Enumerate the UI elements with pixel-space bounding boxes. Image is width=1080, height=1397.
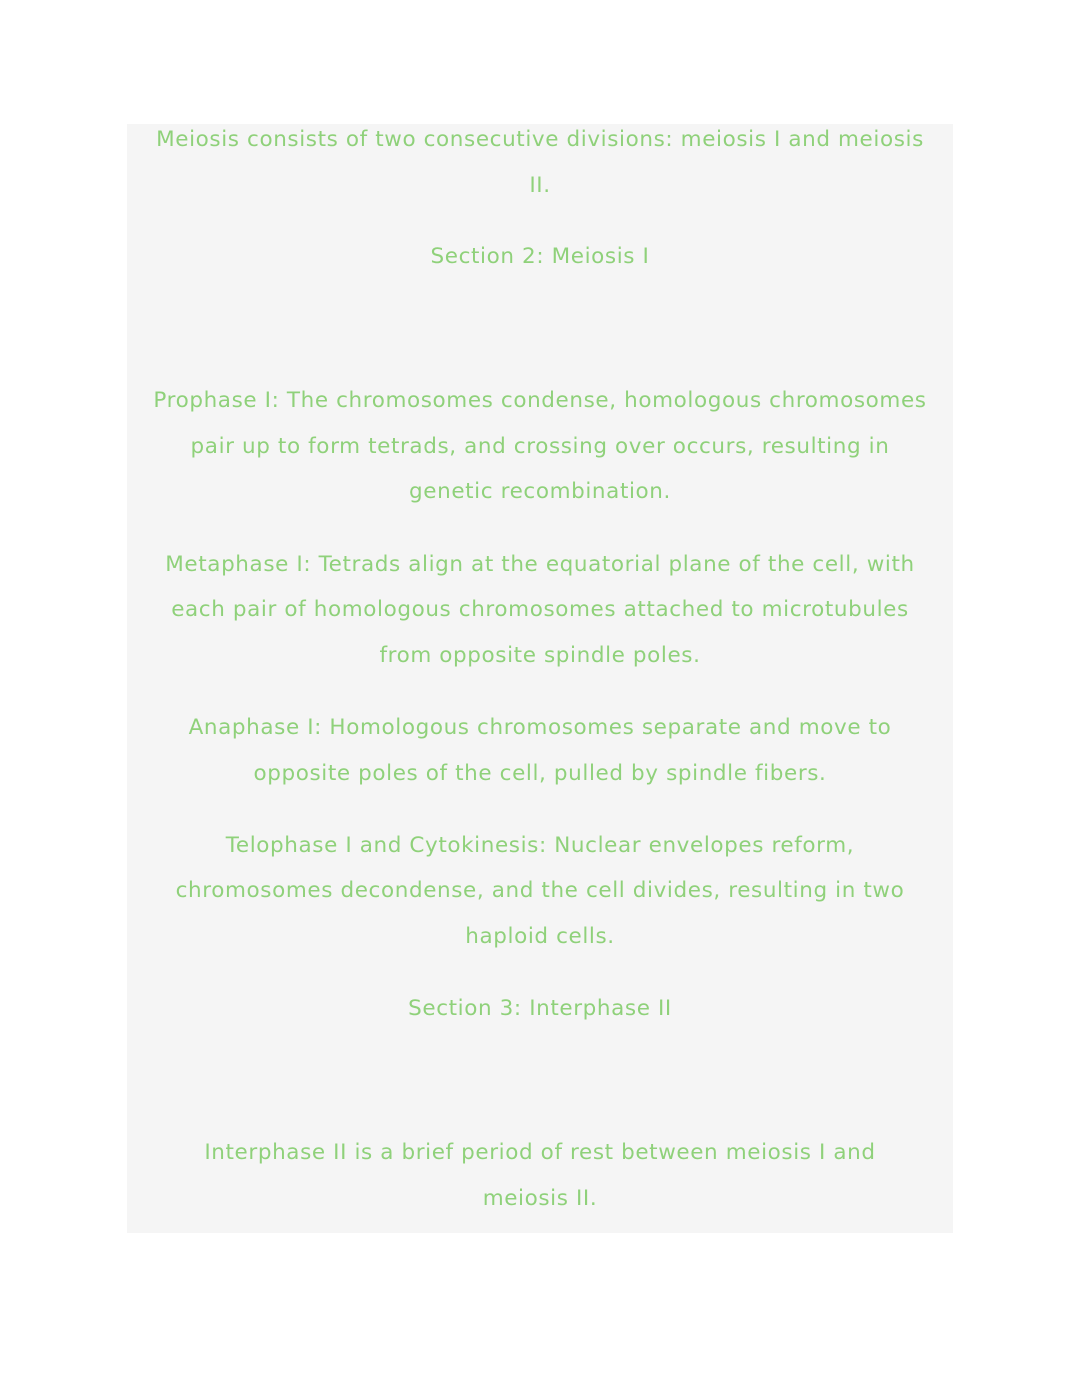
prophase-paragraph-line: pair up to form tetrads, and crossing over occurs, resulting in: [190, 434, 890, 459]
prophase-paragraph-line: Prophase I: The chromosomes condense, homologous chromosomes: [153, 388, 927, 413]
notes-panel: [127, 124, 953, 1233]
telophase-paragraph-line: Telophase I and Cytokinesis: Nuclear envelopes reform,: [225, 833, 855, 858]
section-heading-interphase-ii: Section 3: Interphase II: [408, 996, 672, 1021]
prophase-paragraph-line: genetic recombination.: [409, 479, 671, 504]
telophase-paragraph-line: chromosomes decondense, and the cell divides, resulting in two: [175, 878, 905, 903]
intro-paragraph-line: II.: [529, 173, 551, 198]
anaphase-paragraph-line: opposite poles of the cell, pulled by spindle fibers.: [253, 761, 827, 786]
metaphase-paragraph-line: Metaphase I: Tetrads align at the equatorial plane of the cell, with: [165, 552, 915, 577]
interphase-ii-paragraph-line: Interphase II is a brief period of rest between meiosis I and: [204, 1140, 876, 1165]
metaphase-paragraph-line: each pair of homologous chromosomes attached to microtubules: [171, 597, 909, 622]
interphase-ii-paragraph-line: meiosis II.: [482, 1186, 598, 1211]
telophase-paragraph-line: haploid cells.: [465, 924, 615, 949]
intro-paragraph-line: Meiosis consists of two consecutive divisions: meiosis I and meiosis: [156, 127, 924, 152]
section-heading-meiosis-i: Section 2: Meiosis I: [430, 244, 650, 269]
metaphase-paragraph-line: from opposite spindle poles.: [379, 643, 701, 668]
anaphase-paragraph-line: Anaphase I: Homologous chromosomes separate and move to: [188, 715, 892, 740]
